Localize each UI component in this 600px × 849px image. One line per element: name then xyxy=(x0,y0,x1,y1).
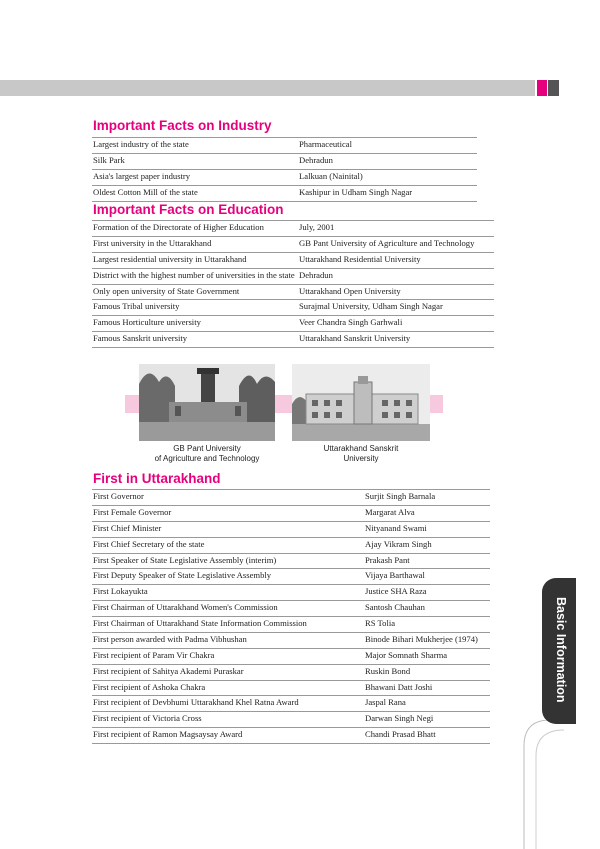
firsts-value: Ruskin Bond xyxy=(364,664,490,680)
education-value: Veer Chandra Singh Garhwali xyxy=(298,316,494,332)
industry-value: Pharmaceutical xyxy=(298,138,477,154)
education-label: Famous Horticulture university xyxy=(92,316,298,332)
firsts-row xyxy=(92,632,490,648)
firsts-row xyxy=(92,680,490,696)
firsts-value: Margarat Alva xyxy=(364,505,490,521)
header-accent-dark xyxy=(548,80,559,96)
firsts-row xyxy=(92,505,490,521)
firsts-label: First Chairman of Uttarakhand Women's Commission xyxy=(92,601,364,617)
firsts-row xyxy=(92,728,490,744)
firsts-value: Darwan Singh Negi xyxy=(364,712,490,728)
header-accent-pink xyxy=(537,80,547,96)
firsts-row xyxy=(92,490,490,506)
section-tab-label: Basic Information xyxy=(554,597,568,703)
firsts-label: First recipient of Ashoka Chakra xyxy=(92,680,364,696)
education-row xyxy=(92,236,494,252)
industry-label: Largest industry of the state xyxy=(92,138,298,154)
firsts-value: Santosh Chauhan xyxy=(364,601,490,617)
firsts-label: First Speaker of State Legislative Assembly (interim) xyxy=(92,553,364,569)
gb-pant-university-photo xyxy=(139,364,275,441)
sanskrit-caption-line-2: University xyxy=(343,453,379,463)
industry-value: Dehradun xyxy=(298,153,477,169)
education-value: GB Pant University of Agriculture and Technology xyxy=(298,236,494,252)
firsts-row xyxy=(92,553,490,569)
education-row xyxy=(92,252,494,268)
firsts-row xyxy=(92,696,490,712)
firsts-title: First in Uttarakhand xyxy=(93,471,221,486)
education-row xyxy=(92,221,494,237)
education-value: Dehradun xyxy=(298,268,494,284)
industry-label: Asia's largest paper industry xyxy=(92,169,298,185)
firsts-value: Justice SHA Raza xyxy=(364,585,490,601)
firsts-row xyxy=(92,617,490,633)
firsts-label: First recipient of Victoria Cross xyxy=(92,712,364,728)
industry-label: Oldest Cotton Mill of the state xyxy=(92,185,298,201)
sanskrit-university-photo xyxy=(292,364,430,441)
firsts-value: Bhawani Datt Joshi xyxy=(364,680,490,696)
firsts-row xyxy=(92,648,490,664)
firsts-label: First recipient of Devbhumi Uttarakhand Khel Ratna Award xyxy=(92,696,364,712)
firsts-label: First recipient of Sahitya Akademi Puraskar xyxy=(92,664,364,680)
education-label: First university in the Uttarakhand xyxy=(92,236,298,252)
industry-title: Important Facts on Industry xyxy=(93,118,272,133)
firsts-row xyxy=(92,601,490,617)
header-bar xyxy=(0,80,535,96)
firsts-label: First recipient of Ramon Magsaysay Award xyxy=(92,728,364,744)
firsts-label: First Chief Secretary of the state xyxy=(92,537,364,553)
firsts-row xyxy=(92,664,490,680)
firsts-label: First Chairman of Uttarakhand State Information Commission xyxy=(92,617,364,633)
firsts-value: Vijaya Barthawal xyxy=(364,569,490,585)
industry-value: Lalkuan (Nainital) xyxy=(298,169,477,185)
firsts-value: Chandi Prasad Bhatt xyxy=(364,728,490,744)
firsts-value: RS Tolia xyxy=(364,617,490,633)
education-label: District with the highest number of universities in the state xyxy=(92,268,298,284)
firsts-value: Jaspal Rana xyxy=(364,696,490,712)
education-row xyxy=(92,268,494,284)
gb-pant-caption xyxy=(139,444,275,463)
firsts-value: Binode Bihari Mukherjee (1974) xyxy=(364,632,490,648)
industry-row xyxy=(92,185,477,201)
firsts-label: First Governor xyxy=(92,490,364,506)
firsts-row xyxy=(92,521,490,537)
education-label: Largest residential university in Uttarakhand xyxy=(92,252,298,268)
education-value: July, 2001 xyxy=(298,221,494,237)
education-row xyxy=(92,300,494,316)
sanskrit-caption-line-1: Uttarakhand Sanskrit xyxy=(323,444,399,453)
side-decoration xyxy=(520,720,600,849)
firsts-label: First Chief Minister xyxy=(92,521,364,537)
education-value: Uttarakhand Residential University xyxy=(298,252,494,268)
firsts-value: Prakash Pant xyxy=(364,553,490,569)
education-label: Only open university of State Government xyxy=(92,284,298,300)
industry-table xyxy=(92,137,477,202)
firsts-row xyxy=(92,537,490,553)
gb-pant-caption-line-2: of Agriculture and Technology xyxy=(154,453,260,463)
education-title: Important Facts on Education xyxy=(93,202,284,217)
industry-row xyxy=(92,153,477,169)
industry-row xyxy=(92,138,477,154)
education-row xyxy=(92,316,494,332)
education-label: Famous Tribal university xyxy=(92,300,298,316)
education-label: Formation of the Directorate of Higher Education xyxy=(92,221,298,237)
industry-value: Kashipur in Udham Singh Nagar xyxy=(298,185,477,201)
education-label: Famous Sanskrit university xyxy=(92,332,298,348)
firsts-label: First recipient of Param Vir Chakra xyxy=(92,648,364,664)
firsts-value: Nityanand Swami xyxy=(364,521,490,537)
education-value: Uttarakhand Sanskrit University xyxy=(298,332,494,348)
firsts-value: Ajay Vikram Singh xyxy=(364,537,490,553)
firsts-table xyxy=(92,489,490,744)
education-row xyxy=(92,332,494,348)
sanskrit-caption xyxy=(292,444,430,463)
firsts-value: Surjit Singh Barnala xyxy=(364,490,490,506)
firsts-row xyxy=(92,712,490,728)
education-table xyxy=(92,220,494,348)
firsts-row xyxy=(92,569,490,585)
firsts-label: First Deputy Speaker of State Legislative Assembly xyxy=(92,569,364,585)
education-row xyxy=(92,284,494,300)
gb-pant-caption-line-1: GB Pant University xyxy=(173,444,241,453)
firsts-value: Major Somnath Sharma xyxy=(364,648,490,664)
firsts-label: First Lokayukta xyxy=(92,585,364,601)
education-value: Surajmal University, Udham Singh Nagar xyxy=(298,300,494,316)
firsts-label: First person awarded with Padma Vibhushan xyxy=(92,632,364,648)
firsts-row xyxy=(92,585,490,601)
industry-row xyxy=(92,169,477,185)
firsts-label: First Female Governor xyxy=(92,505,364,521)
industry-label: Silk Park xyxy=(92,153,298,169)
education-value: Uttarakhand Open University xyxy=(298,284,494,300)
